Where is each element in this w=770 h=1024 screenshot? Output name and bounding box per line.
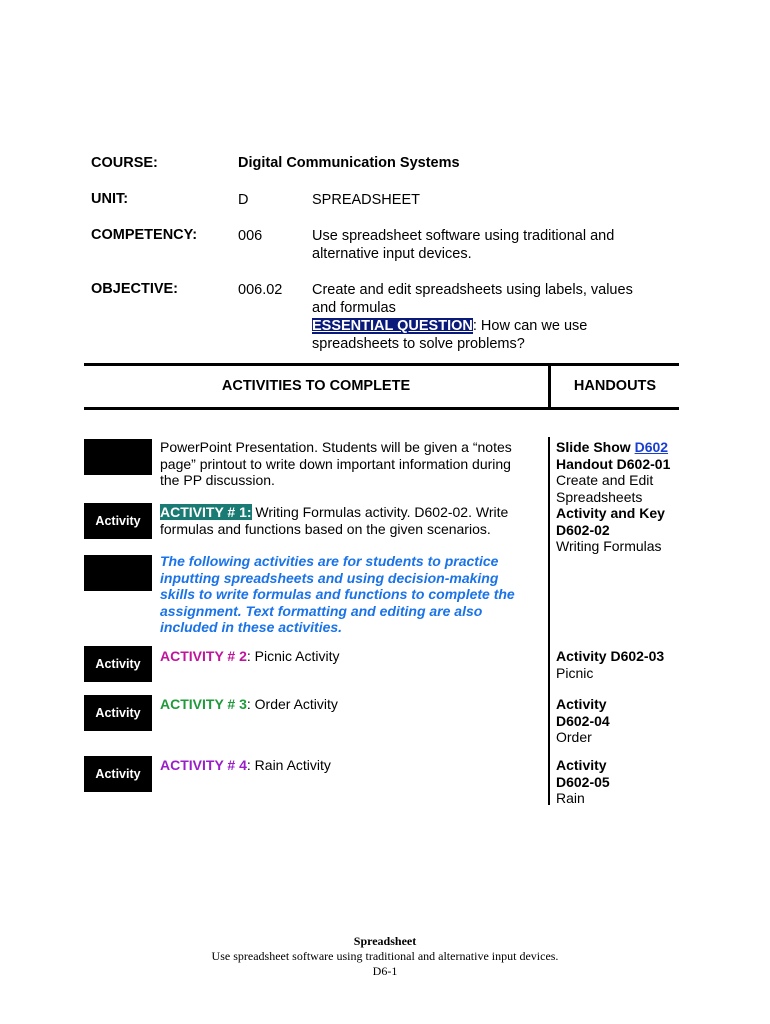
activity-3-label: ACTIVITY # 3 xyxy=(160,696,247,712)
handout-1-desc: Create and Edit Spreadsheets xyxy=(556,472,654,505)
objective-text: Create and edit spreadsheets using labels, values and formulas xyxy=(312,282,633,316)
handout-5: Activity D602-05 xyxy=(556,757,610,790)
objective-label: OBJECTIVE: xyxy=(91,281,179,297)
unit-code: D xyxy=(238,192,249,208)
table-header-rule xyxy=(84,407,679,410)
activity-key-desc: Writing Formulas xyxy=(556,538,662,554)
activity-tab: Activity xyxy=(84,695,152,731)
handout-3-desc: Picnic xyxy=(556,664,594,681)
activity-4 xyxy=(160,757,520,774)
activity-1-label: ACTIVITY # 1: xyxy=(160,504,252,520)
activity-1-text: Writing Formulas activity. D602-02. Write formulas and functions based on the given scenarios. xyxy=(160,504,509,537)
handout-d602-04 xyxy=(556,696,626,746)
handout-d602-03 xyxy=(556,648,676,681)
handouts-heading: HANDOUTS xyxy=(573,378,657,394)
slide-show-label: Slide Show xyxy=(556,439,635,455)
activity-tab: Activity xyxy=(84,503,152,539)
handout-1: Handout D602-01 xyxy=(556,455,671,472)
activity-tab: Activity xyxy=(84,756,152,792)
course-label: COURSE: xyxy=(91,155,158,171)
activity-2-text: : Picnic Activity xyxy=(246,648,340,664)
handouts-group-1 xyxy=(556,439,676,555)
slide-show xyxy=(556,439,676,456)
unit-name: SPREADSHEET xyxy=(312,192,420,208)
table-column-divider xyxy=(548,437,550,805)
activity-tab: Activity xyxy=(84,646,152,682)
footer-page-number: D6-1 xyxy=(372,964,398,978)
footer-subtitle: Use spreadsheet software using traditional and alternative input devices. xyxy=(211,949,559,963)
essential-question-text: : How can we use spreadsheets to solve problems? xyxy=(312,318,588,352)
handout-4: Activity D602-04 xyxy=(556,696,610,729)
activity-4-label: ACTIVITY # 4 xyxy=(160,757,247,773)
handout-3: Activity D602-03 xyxy=(556,648,665,664)
activities-heading: ACTIVITIES TO COMPLETE xyxy=(221,378,411,394)
handout-5-desc: Rain xyxy=(556,790,585,806)
activity-1 xyxy=(160,504,520,537)
competency-code: 006 xyxy=(238,228,263,244)
competency-label: COMPETENCY: xyxy=(91,227,198,243)
practice-note: The following activities are for students to practice inputting spreadsheets and using decision-making skills to write formulas and functions to complete the assignment. Text formatting and editing are also included in these activities. xyxy=(160,553,515,635)
table-top-rule xyxy=(84,363,679,366)
footer-title: Spreadsheet xyxy=(353,934,417,948)
handout-d602-05 xyxy=(556,757,626,807)
blank-tab xyxy=(84,439,152,475)
powerpoint-intro: PowerPoint Presentation. Students will be given a “notes page” printout to write down important information during the PP discussion. xyxy=(160,439,512,488)
activity-4-text: : Rain Activity xyxy=(246,757,331,773)
competency-text: Use spreadsheet software using traditional and alternative input devices. xyxy=(312,228,615,262)
objective-code: 006.02 xyxy=(238,282,283,298)
slide-show-link[interactable]: D602 xyxy=(634,439,669,455)
activity-3 xyxy=(160,696,520,713)
essential-question-label: ESSENTIAL QUESTION xyxy=(312,318,473,334)
course-value: Digital Communication Systems xyxy=(238,155,460,171)
blank-tab xyxy=(84,555,152,591)
activity-key: Activity and Key D602-02 xyxy=(556,505,665,538)
handout-4-desc: Order xyxy=(556,729,592,745)
activity-2-label: ACTIVITY # 2 xyxy=(160,648,247,664)
objective-block xyxy=(312,281,657,353)
unit-label: UNIT: xyxy=(91,191,129,207)
activity-3-text: : Order Activity xyxy=(246,696,338,712)
essential-question xyxy=(312,317,657,353)
activity-2 xyxy=(160,648,520,665)
